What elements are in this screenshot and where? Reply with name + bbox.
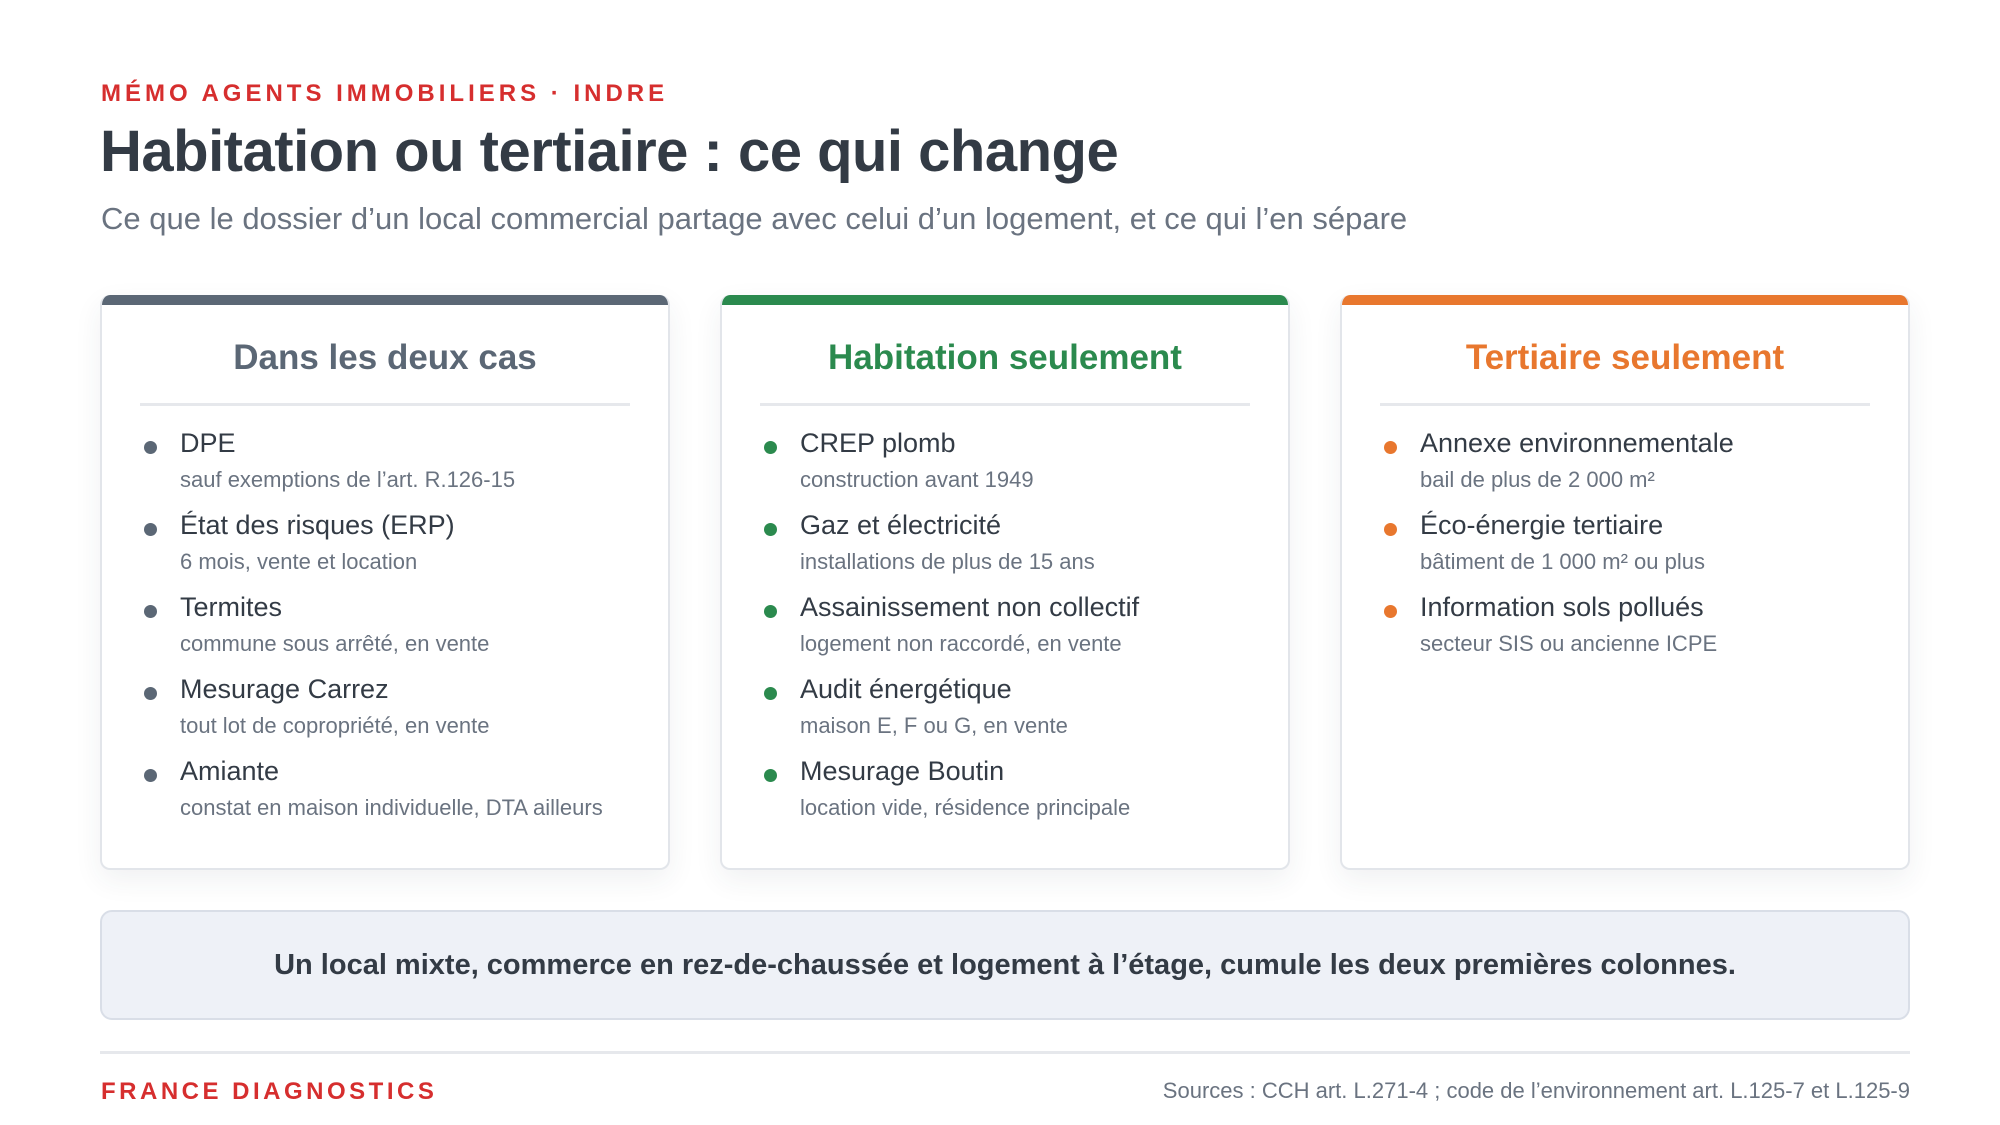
list-item xyxy=(1382,592,1888,674)
card-title: Tertiaire seulement xyxy=(1465,338,1785,377)
item-note: bail de plus de 2 000 m² xyxy=(1420,467,1655,492)
list-item xyxy=(1382,428,1888,510)
item-note: logement non raccordé, en vente xyxy=(800,631,1122,656)
bullet-dot-icon xyxy=(144,769,157,782)
card-both-cases xyxy=(100,295,670,870)
list-item xyxy=(762,674,1268,756)
card-divider xyxy=(140,403,630,406)
list-item xyxy=(142,592,648,674)
footer-sources: Sources : CCH art. L.271-4 ; code de l’environnement art. L.125-7 et L.125-9 xyxy=(1162,1078,1910,1103)
card-housing-only xyxy=(720,295,1290,870)
bullet-dot-icon xyxy=(764,769,777,782)
item-label: État des risques (ERP) xyxy=(180,510,455,540)
list-item xyxy=(762,592,1268,674)
page-subtitle: Ce que le dossier d’un local commercial partage avec celui d’un logement, et ce qui l’en sépare xyxy=(101,201,1408,236)
eyebrow-label: MÉMO AGENTS IMMOBILIERS · INDRE xyxy=(101,80,669,107)
item-label: Assainissement non collectif xyxy=(800,592,1140,622)
bullet-dot-icon xyxy=(144,687,157,700)
item-note: commune sous arrêté, en vente xyxy=(180,631,490,656)
card-accent-bar xyxy=(722,295,1288,305)
mixed-use-callout: Un local mixte, commerce en rez-de-chaussée et logement à l’étage, cumule les deux premières colonnes. xyxy=(100,910,1910,1020)
item-label: Gaz et électricité xyxy=(800,510,1002,540)
item-label: Amiante xyxy=(180,756,280,786)
bullet-dot-icon xyxy=(1384,605,1397,618)
footer-brand: FRANCE DIAGNOSTICS xyxy=(101,1078,438,1105)
list-item xyxy=(142,510,648,592)
card-divider xyxy=(760,403,1250,406)
bullet-dot-icon xyxy=(144,605,157,618)
list-item xyxy=(142,428,648,510)
item-note: secteur SIS ou ancienne ICPE xyxy=(1420,631,1718,656)
item-note: maison E, F ou G, en vente xyxy=(800,713,1068,738)
bullet-dot-icon xyxy=(1384,523,1397,536)
card-title: Dans les deux cas xyxy=(233,338,537,377)
item-label: Mesurage Carrez xyxy=(180,674,389,704)
item-note: installations de plus de 15 ans xyxy=(800,549,1095,574)
list-item xyxy=(762,428,1268,510)
list-item xyxy=(762,510,1268,592)
item-label: CREP plomb xyxy=(800,428,956,458)
card-divider xyxy=(1380,403,1870,406)
card-accent-bar xyxy=(1342,295,1908,305)
item-note: constat en maison individuelle, DTA ailleurs xyxy=(180,795,603,820)
bullet-dot-icon xyxy=(144,523,157,536)
footer-divider xyxy=(100,1051,1910,1054)
item-note: tout lot de copropriété, en vente xyxy=(180,713,490,738)
item-note: construction avant 1949 xyxy=(800,467,1034,492)
bullet-dot-icon xyxy=(764,441,777,454)
page-title: Habitation ou tertiaire : ce qui change xyxy=(100,119,1119,184)
card-item-list xyxy=(762,428,1268,838)
card-item-list xyxy=(1382,428,1888,674)
item-label: Termites xyxy=(180,592,283,622)
list-item xyxy=(1382,510,1888,592)
list-item xyxy=(142,756,648,838)
item-label: DPE xyxy=(180,428,236,458)
bullet-dot-icon xyxy=(764,687,777,700)
item-note: bâtiment de 1 000 m² ou plus xyxy=(1420,549,1705,574)
card-accent-bar xyxy=(102,295,668,305)
item-label: Annexe environnementale xyxy=(1420,428,1734,458)
list-item xyxy=(142,674,648,756)
card-tertiary-only xyxy=(1340,295,1910,870)
list-item xyxy=(762,756,1268,838)
bullet-dot-icon xyxy=(764,605,777,618)
item-label: Mesurage Boutin xyxy=(800,756,1005,786)
item-note: location vide, résidence principale xyxy=(800,795,1131,820)
card-title: Habitation seulement xyxy=(828,338,1182,377)
item-note: 6 mois, vente et location xyxy=(180,549,418,574)
item-label: Audit énergétique xyxy=(800,674,1012,704)
card-item-list xyxy=(142,428,648,838)
bullet-dot-icon xyxy=(1384,441,1397,454)
item-label: Information sols pollués xyxy=(1420,592,1704,622)
item-note: sauf exemptions de l’art. R.126-15 xyxy=(180,467,516,492)
item-label: Éco-énergie tertiaire xyxy=(1420,510,1664,540)
bullet-dot-icon xyxy=(144,441,157,454)
bullet-dot-icon xyxy=(764,523,777,536)
